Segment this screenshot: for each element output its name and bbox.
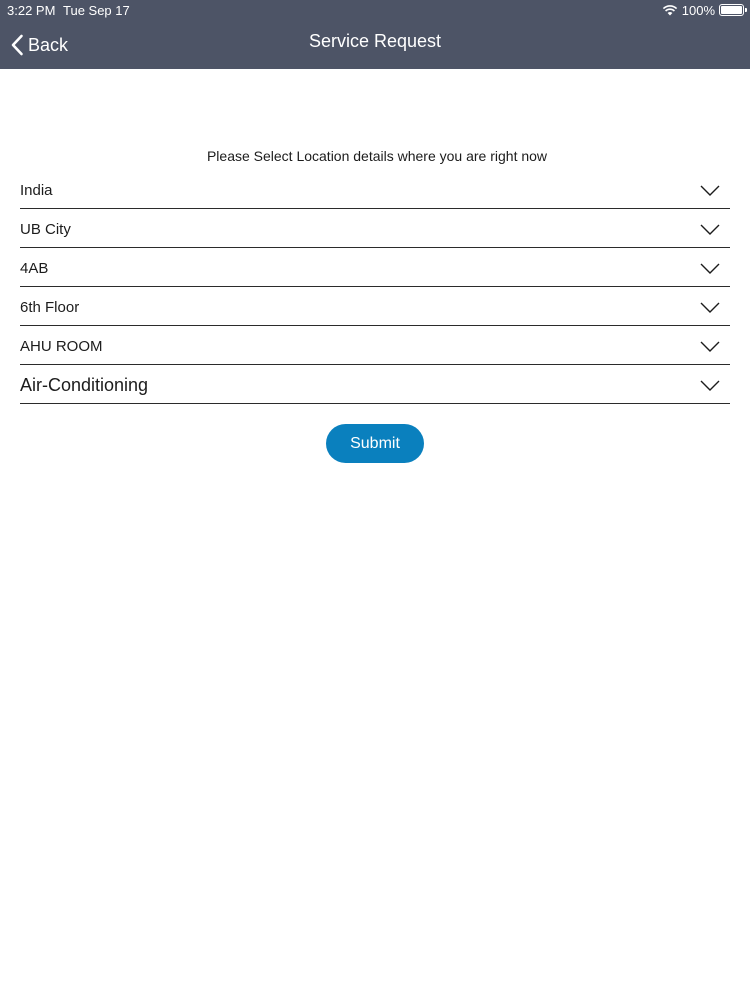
battery-icon: [719, 4, 744, 16]
chevron-down-icon: [700, 302, 720, 313]
chevron-down-icon: [700, 185, 720, 196]
back-label: Back: [28, 34, 69, 55]
status-time: 3:22 PM: [7, 3, 56, 18]
block-value: 4AB: [20, 260, 49, 277]
category-value: Air-Conditioning: [20, 375, 149, 395]
status-date: Tue Sep 17: [63, 3, 130, 18]
building-select[interactable]: [20, 209, 730, 248]
header: [0, 0, 750, 69]
chevron-down-icon: [700, 224, 720, 235]
category-select[interactable]: [20, 365, 730, 404]
country-select[interactable]: [20, 170, 730, 209]
room-value: AHU ROOM: [20, 338, 103, 355]
wifi-icon: [662, 4, 678, 16]
floor-value: 6th Floor: [20, 299, 80, 316]
chevron-down-icon: [700, 380, 720, 391]
submit-button[interactable]: Submit: [326, 424, 424, 463]
instruction-text: Please Select Location details where you are right now: [206, 148, 548, 164]
country-value: India: [20, 182, 53, 199]
floor-select[interactable]: [20, 287, 730, 326]
block-select[interactable]: [20, 248, 730, 287]
nav-bar: [0, 20, 750, 69]
building-value: UB City: [20, 221, 71, 238]
page-title: Service Request: [308, 31, 442, 51]
room-select[interactable]: [20, 326, 730, 365]
status-bar: [0, 0, 750, 20]
status-indicators: [662, 2, 744, 18]
chevron-down-icon: [700, 341, 720, 352]
battery-percentage: 100%: [681, 2, 715, 18]
chevron-down-icon: [700, 263, 720, 274]
